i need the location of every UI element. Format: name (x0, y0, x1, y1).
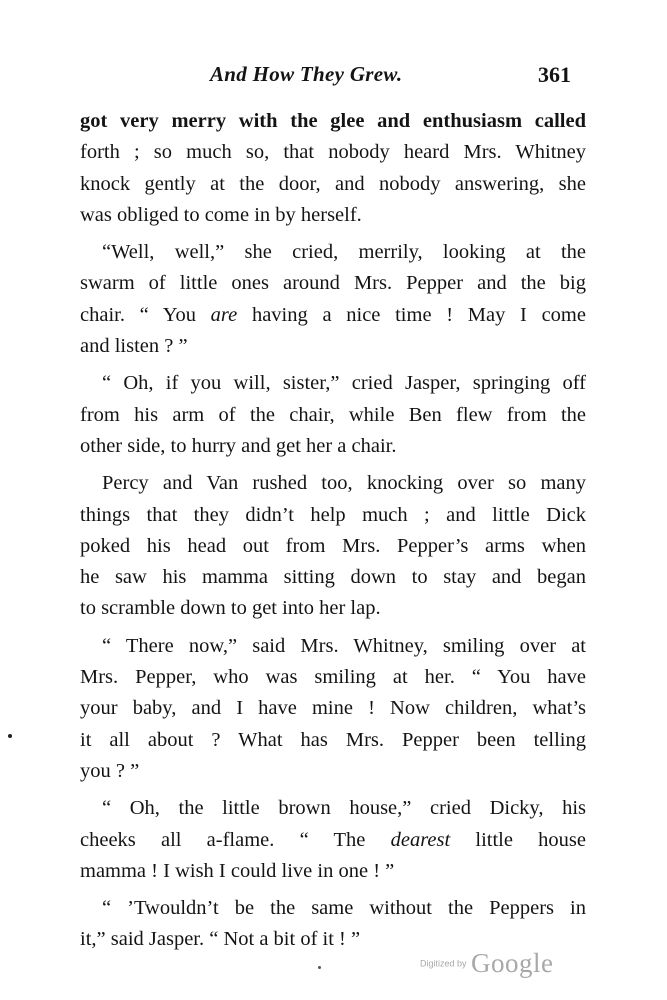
text-line: Mrs. Pepper, who was smiling at her. “ You have (80, 666, 586, 689)
running-title: And How They Grew. (210, 62, 403, 86)
text-line: things that they didn’t help much ; and little Dick (80, 503, 586, 526)
text-line: from his arm of the chair, while Ben flew from the (80, 403, 586, 426)
text-line: “Well, well,” she cried, merrily, looking at the (102, 241, 586, 264)
google-logo-text: Google (470, 948, 554, 978)
text-line: your baby, and I have mine ! Now children, what’s (80, 697, 586, 720)
text-line (80, 300, 586, 331)
paragraph (80, 793, 586, 887)
body-text (80, 106, 586, 956)
text-line: swarm of little ones around Mrs. Pepper and the big (80, 272, 586, 295)
text-line: it all about ? What has Mrs. Pepper been telling (80, 728, 586, 751)
text-line: to scramble down to get into her lap. (80, 597, 381, 620)
text-line: forth ; so much so, that nobody heard Mrs. Whitney (80, 141, 586, 164)
text-line: “ Oh, if you will, sister,” cried Jasper, springing off (102, 372, 586, 395)
text-line: poked his head out from Mrs. Pepper’s arms when (80, 534, 586, 557)
margin-ink-mark (8, 734, 12, 738)
text-line: and listen ? ” (80, 335, 188, 358)
text-run: little house (450, 828, 586, 851)
text-line: was obliged to come in by herself. (80, 203, 362, 226)
text-line: it,” said Jasper. “ Not a bit of it ! ” (80, 928, 361, 951)
text-line: other side, to hurry and get her a chair. (80, 434, 397, 457)
text-line: “ ’Twouldn’t be the same without the Peppers in (102, 897, 586, 920)
digitized-by-label: Digitized by (420, 958, 467, 969)
emphasis-run: are (210, 303, 238, 326)
paragraph (80, 893, 586, 956)
footer-ink-dot (318, 966, 321, 969)
text-run: having a nice time ! May I come (237, 303, 586, 326)
text-line: Percy and Van rushed too, knocking over so many (102, 472, 586, 495)
paragraph (80, 631, 586, 787)
emphasis-run: dearest (390, 828, 451, 851)
text-line (80, 825, 586, 856)
text-line: he saw his mamma sitting down to stay and began (80, 566, 586, 589)
text-line: got very merry with the glee and enthusiasm called (80, 110, 586, 132)
paragraph (80, 106, 586, 231)
paragraph (80, 468, 586, 624)
running-header (0, 60, 667, 94)
text-line: mamma ! I wish I could live in one ! ” (80, 859, 395, 882)
text-line: you ? ” (80, 759, 140, 782)
text-run: chair. “ You (80, 303, 211, 326)
paragraph (80, 237, 586, 362)
text-run: cheeks all a-flame. “ The (80, 828, 391, 851)
text-line: knock gently at the door, and nobody answering, she (80, 172, 586, 195)
digitized-by-google-watermark (420, 948, 553, 979)
text-line: “ There now,” said Mrs. Whitney, smiling over at (102, 634, 586, 657)
text-line: “ Oh, the little brown house,” cried Dicky, his (102, 797, 586, 820)
paragraph (80, 368, 586, 462)
page-number: 361 (538, 62, 571, 87)
